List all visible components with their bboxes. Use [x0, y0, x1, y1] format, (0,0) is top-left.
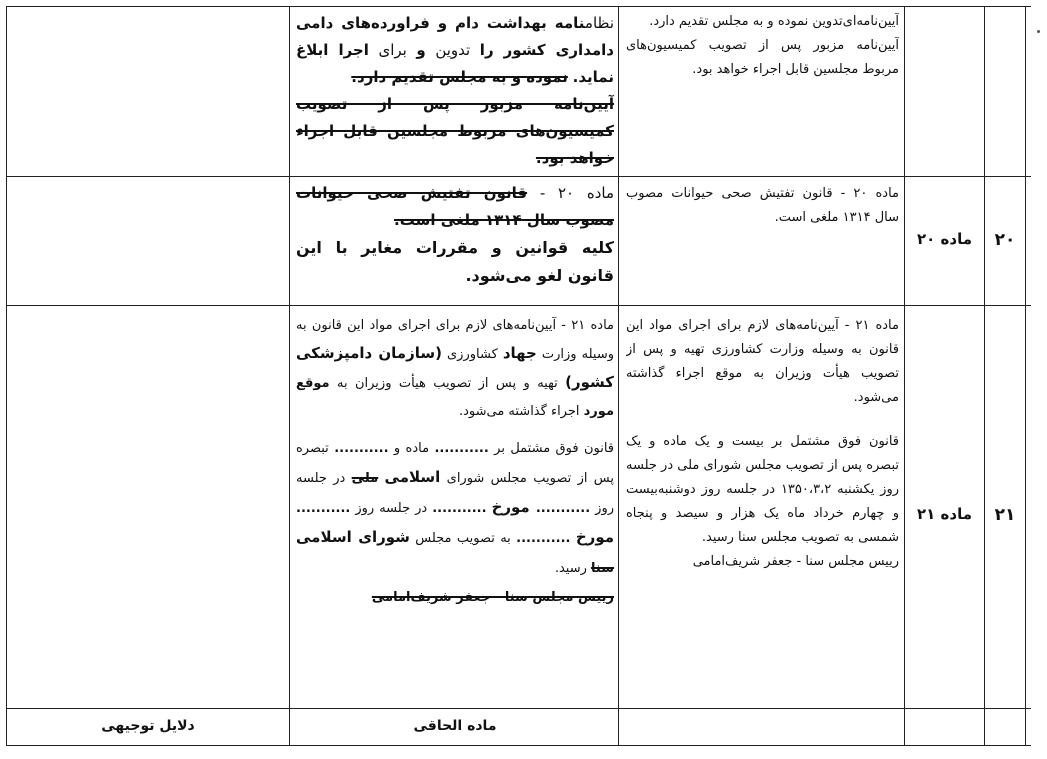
- table-border-right: [1025, 6, 1026, 745]
- row-21-amended: [296, 312, 614, 612]
- table-border-left: [6, 6, 7, 745]
- row-name-21: ماده ۲۱: [916, 505, 972, 523]
- row-20-original: [626, 182, 899, 230]
- row-top-original: [626, 10, 899, 82]
- amended-text: ماده ۲۰ - قانون تفتیش صحی حیوانات مصوب سال ۱۳۱۴ ملغی است.: [296, 184, 614, 229]
- original-text: آیین‌نامه مزبور پس از تصویب کمیسیون‌های مربوط مجلسین قابل اجراء خواهد بود.: [626, 38, 899, 77]
- amended-text: ماده ۲۱ - آیین‌نامه‌های لازم برای اجرای مواد این قانون به وسیله وزارت جهاد کشاورزی (سازمان دامپزشکی کشور) تهیه و پس از تصویب هیأت وزیران به موقع مورد اجراء گذاشته می‌شود.: [296, 318, 614, 419]
- row-number-21: ۲۱: [994, 505, 1016, 525]
- original-text: قانون فوق مشتمل بر بیست و یک ماده و یک تبصره پس از تصویب مجلس شورای ملی در جلسه روز یکشنبه ۱۳۵۰،۳،۲ در جلسه روز دوشنبه‌بیست و چهارم خرداد ماه یک هزار و سیصد و پنجاه شمسی به تصویب مجلس سنا رسید.: [626, 434, 899, 545]
- column-divider-original: [618, 6, 619, 745]
- column-divider-name: [904, 6, 905, 745]
- amended-struck-text: رییس مجلس سنا - جعفر شریف‌امامی: [371, 590, 614, 605]
- row-number-20: ۲۰: [994, 230, 1016, 250]
- original-text: آیین‌نامه‌ای‌تدوین نموده و به مجلس تقدیم دارد.: [649, 14, 899, 29]
- table-border-top: [6, 6, 1031, 7]
- row-divider-20: [6, 176, 1031, 177]
- amended-struck-text: آیین‌نامه مزبور پس از تصویب کمیسیون‌های مربوط مجلسین قابل اجراء خواهد بود.: [296, 95, 614, 167]
- original-text: ماده ۲۱ - آیین‌نامه‌های لازم برای اجرای مواد این قانون به وسیله وزارت کشاورزی تهیه و پس از تصویب هیأت وزیران به موقع اجراء گذاشته می‌شود.: [626, 318, 899, 405]
- row-top-amended: [296, 10, 614, 172]
- amended-bold-text: کلیه قوانین و مقررات مغایر با این قانون لغو می‌شود.: [296, 238, 614, 285]
- row-21-original: [626, 314, 899, 574]
- column-divider-amended: [289, 6, 290, 745]
- original-text: رییس مجلس سنا - جعفر شریف‌امامی: [692, 554, 899, 569]
- row-name-20: ماده ۲۰: [916, 230, 972, 248]
- footer-divider: [6, 708, 1031, 709]
- amended-text: قانون فوق مشتمل بر ........... ماده و ........... تبصره پس از تصویب مجلس شورای اسلامی ملی در جلسه روز ........... مورخ ........... در جلسه روز ........... مورخ ........... به تصویب مجلس شورای اسلامی سنا رسید.: [296, 441, 614, 576]
- original-text: ماده ۲۰ - قانون تفتیش صحی حیوانات مصوب سال ۱۳۱۴ ملغی است.: [626, 186, 899, 225]
- table-border-bottom: [6, 745, 1031, 746]
- column-divider-number: [984, 6, 985, 745]
- row-20-amended: [296, 180, 614, 290]
- row-divider-21: [6, 305, 1031, 306]
- amended-text: نظامنامه بهداشت دام و فراورده‌های دامی دامداری کشور را تدوین و برای اجرا ابلاغ نماید. نموده و به مجلس تقدیم دارد.: [296, 14, 614, 86]
- amended-column-header: ماده الحاقی: [413, 718, 497, 734]
- scan-speck: [1037, 30, 1040, 33]
- reasons-column-header: دلایل توجیهی: [101, 718, 195, 734]
